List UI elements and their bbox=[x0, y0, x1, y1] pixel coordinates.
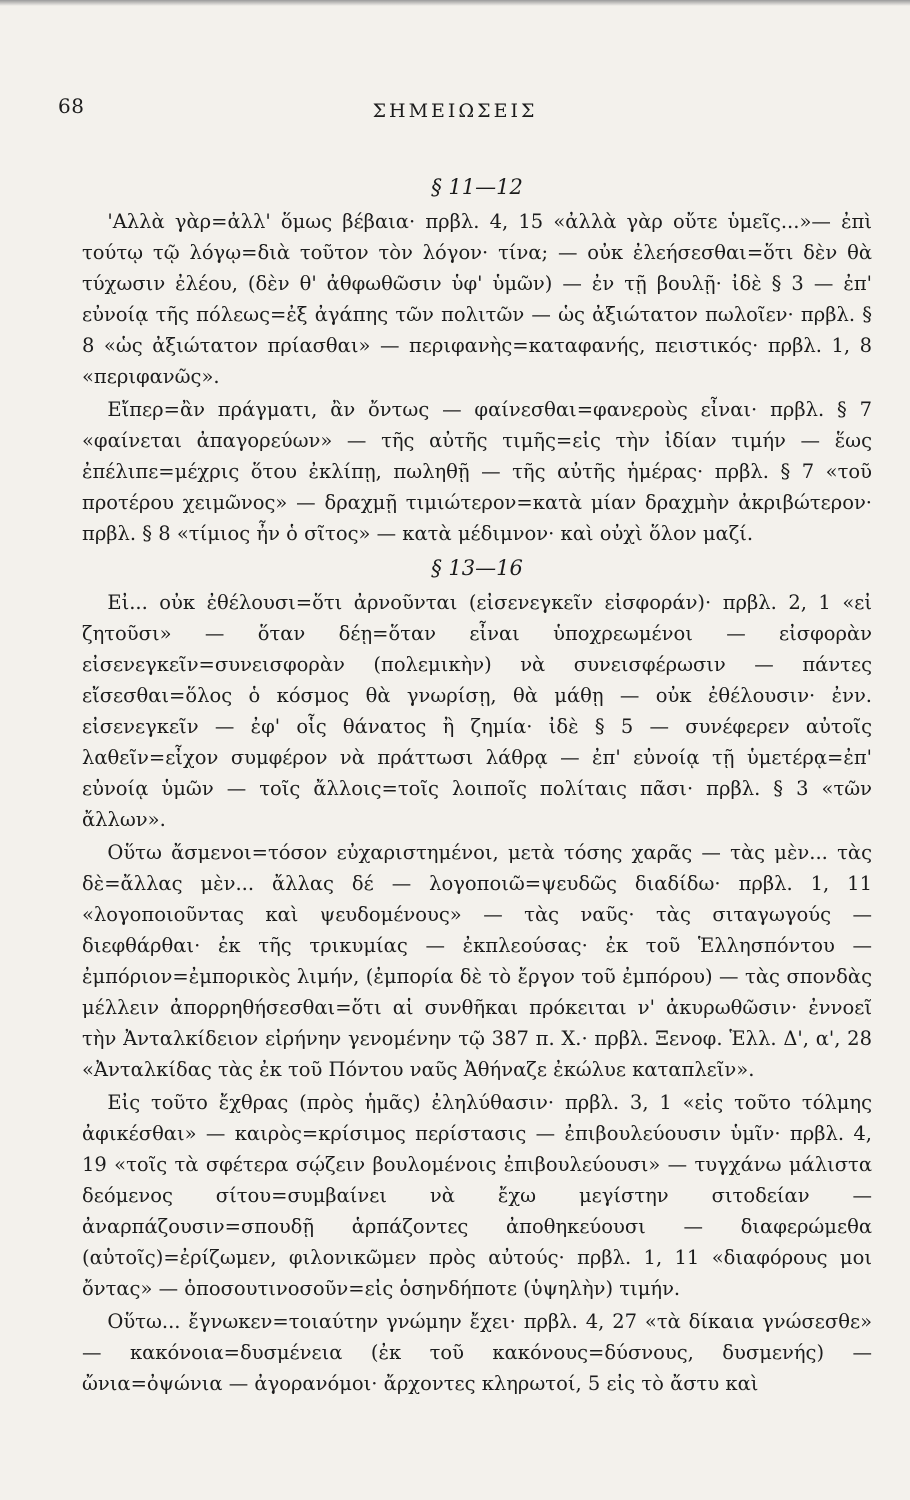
paragraph: Εἰ... οὐκ ἐθέλουσι=ὅτι ἀρνοῦνται (εἰσενεγκεῖν εἰσφοράν)· πρβλ. 2, 1 «εἰ ζητοῦσι» — ὅταν δέῃ=ὅταν εἶναι ὑποχρεωμένοι — εἰσφορὰν εἰσενεγκεῖν=συνεισφορὰν (πολεμικὴν) νὰ συνεισφέρωσιν — πάντες εἴσεσθαι=ὅλος ὁ κόσμος θὰ γνωρίσῃ, θὰ μάθῃ — οὐκ ἐθέλουσιν· ἐνν. εἰσενεγκεῖν — ἐφ' οἷς θάνατος ἢ ζημία· ἰδὲ § 5 — συνέφερεν αὐτοῖς λαθεῖν=εἶχον συμφέρον νὰ πράττωσι λάθρᾳ — ἐπ' εὐνοίᾳ τῇ ὑμετέρᾳ=ἐπ' εὐνοίᾳ ὑμῶν — τοῖς ἄλλοις=τοῖς λοιποῖς πολίταις πᾶσι· πρβλ. § 3 «τῶν ἄλλων». bbox=[82, 591, 872, 831]
paragraph: Οὕτω... ἔγνωκεν=τοιαύτην γνώμην ἔχει· πρβλ. 4, 27 «τὰ δίκαια γνώσεσθε» — κακόνοια=δυσμένεια (ἐκ τοῦ κακόνους=δύσνους, δυσμενής) — ὤνια=ὀψώνια — ἀγορανόμοι· ἄρχοντες κληρωτοί, 5 εἰς τὸ ἄστυ καὶ bbox=[82, 1310, 872, 1395]
paragraph: Εἰς τοῦτο ἔχθρας (πρὸς ἡμᾶς) ἐληλύθασιν· πρβλ. 3, 1 «εἰς τοῦτο τόλμης ἀφικέσθαι» — καιρὸς=κρίσιμος περίστασις — ἐπιβουλεύουσιν ὑμῖν· πρβλ. 4, 19 «τοῖς τὰ σφέτερα σῴζειν βουλομένοις ἐπιβουλεύουσι» — τυγχάνω μάλιστα δεόμενος σίτου=συμβαίνει νὰ ἔχω μεγίστην σιτοδείαν — ἀναρπάζουσιν=σπουδῇ ἁρπάζοντες ἀποθηκεύουσι — διαφερώμεθα (αὐτοῖς)=ἐρίζωμεν, φιλονικῶμεν πρὸς αὐτούς· πρβλ. 1, 11 «διαφόρους μοι ὄντας» — ὁποσουτινοσοῦν=εἰς ὁσηνδήποτε (ὑψηλὴν) τιμήν. bbox=[82, 1091, 872, 1300]
section-heading: § 13—16 bbox=[431, 556, 523, 580]
section-heading: § 11—12 bbox=[431, 175, 523, 199]
page-number: 68 bbox=[58, 94, 85, 118]
paragraph: Οὕτω ἄσμενοι=τόσον εὐχαριστημένοι, μετὰ τόσης χαρᾶς — τὰς μὲν... τὰς δὲ=ἄλλας μὲν... ἄλλας δέ — λογοποιῶ=ψευδῶς διαδίδω· πρβλ. 1, 11 «λογοποιοῦντας καὶ ψευδομένους» — τὰς ναῦς· τὰς σιταγωγούς — διεφθάρθαι· ἐκ τῆς τρικυμίας — ἐκπλεούσας· ἐκ τοῦ Ἑλλησπόντου — ἐμπόριον=ἐμπορικὸς λιμήν, (ἐμπορία δὲ τὸ ἔργον τοῦ ἐμπόρου) — τὰς σπονδὰς μέλλειν ἀπορρηθήσεσθαι=ὅτι αἱ συνθῆκαι πρόκειται ν' ἀκυρωθῶσιν· ἐννοεῖ τὴν Ἀνταλκίδειον εἰρήνην γενομένην τῷ 387 π. Χ.· πρβλ. Ξενοφ. Ἑλλ. Δ', α', 28 «Ἀνταλκίδας τὰς ἐκ τοῦ Πόντου ναῦς Ἀθήναζε ἐκώλυε καταπλεῖν». bbox=[82, 841, 872, 1081]
running-head: ΣΗΜΕΙΩΣΕΙΣ bbox=[372, 100, 538, 122]
paragraph: Εἴπερ=ἂν πράγματι, ἂν ὄντως — φαίνεσθαι=φανεροὺς εἶναι· πρβλ. § 7 «φαίνεται ἀπαγορεύων» — τῆς αὐτῆς τιμῆς=εἰς τὴν ἰδίαν τιμήν — ἕως ἐπέλιπε=μέχρις ὅτου ἐκλίπῃ, πωληθῇ — τῆς αὐτῆς ἡμέρας· πρβλ. § 7 «τοῦ προτέρου χειμῶνος» — δραχμῇ τιμιώτερον=κατὰ μίαν δραχμὴν ἀκριβώτερον· πρβλ. § 8 «τίμιος ἦν ὁ σῖτος» — κατὰ μέδιμνον· καὶ οὐχὶ ὅλον μαζί. bbox=[82, 398, 872, 545]
page-body bbox=[82, 170, 872, 1399]
paragraph: 'Αλλὰ γὰρ=ἀλλ' ὅμως βέβαια· πρβλ. 4, 15 «ἀλλὰ γὰρ οὔτε ὑμεῖς...»— ἐπὶ τούτῳ τῷ λόγῳ=διὰ τοῦτον τὸν λόγον· τίνα; — οὐκ ἐλεήσεσθαι=ὅτι δὲν θὰ τύχωσιν ἐλέου, (δὲν θ' ἀθφωθῶσιν ὑφ' ὑμῶν) — ἐν τῇ βουλῇ· ἰδὲ § 3 — ἐπ' εὐνοίᾳ τῆς πόλεως=ἐξ ἀγάπης τῶν πολιτῶν — ὡς ἀξιώτατον πωλοῖεν· πρβλ. § 8 «ὡς ἀξιώτατον πρίασθαι» — περιφανὴς=καταφανής, πειστικός· πρβλ. 1, 8 «περιφανῶς». bbox=[82, 210, 872, 388]
scan-edge bbox=[0, 0, 910, 6]
